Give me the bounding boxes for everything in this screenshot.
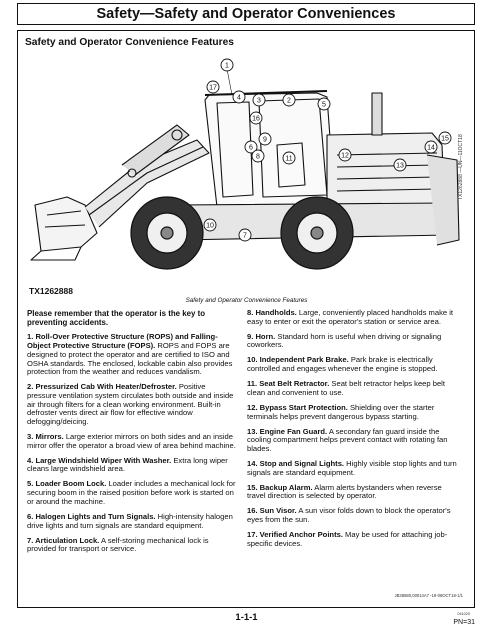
feature-text: Alarm alerts bystanders when reverse travel direction is selected by operator. xyxy=(247,482,442,501)
feature-text: Extra long wiper cleans large windshield area. xyxy=(27,455,228,474)
callout-9: 9 xyxy=(263,136,267,144)
callout-15: 15 xyxy=(441,135,449,143)
callout-11: 11 xyxy=(285,155,293,163)
feature-text: Park brake is electrically controlled and engages whenever the engine is stopped. xyxy=(247,355,438,374)
feature-heading: 17. Verified Anchor Points. xyxy=(247,530,343,540)
feature-item xyxy=(27,537,237,554)
pn-number: PN=31 xyxy=(453,619,475,626)
feature-item xyxy=(247,484,462,501)
feature-heading: 13. Engine Fan Guard. xyxy=(247,426,328,436)
feature-text: ROPS and FOPS are designed to protect the operator and are certified to ISO and OSHA standards. The enclosed, lockable cabin also provides protection from the weather and reduces vandalism. xyxy=(27,341,233,377)
feature-item xyxy=(247,404,462,421)
right-column xyxy=(247,309,462,555)
feature-item xyxy=(27,513,237,530)
callout-7: 7 xyxy=(243,232,247,240)
callout-4: 4 xyxy=(237,94,241,102)
callout-5: 5 xyxy=(322,101,326,109)
feature-heading: 6. Halogen Lights and Turn Signals. xyxy=(27,511,156,521)
page-title-text: Safety—Safety and Operator Conveniences xyxy=(96,6,396,22)
feature-item xyxy=(247,460,462,477)
feature-text: May be used for attaching job-specific devices. xyxy=(247,530,448,548)
feature-text: A secondary fan guard inside the cooling compartment helps prevent contact with rotating fan blades. xyxy=(247,426,448,453)
feature-heading: 11. Seat Belt Retractor. xyxy=(247,379,330,389)
feature-text: A sun visor folds down to block the operator's eyes from the sun. xyxy=(247,506,451,525)
feature-item xyxy=(247,531,462,548)
feature-heading: 12. Bypass Start Protection. xyxy=(247,402,348,412)
feature-text: Positive pressure ventilation system circulates both outside and inside air through filters for a clean working environment. Built-in defroster vents direct air flow for effective window defogging/deicing. xyxy=(27,382,234,427)
feature-text: Loader includes a mechanical lock for securing boom in the raised position before work is started on or around the machine. xyxy=(27,479,236,506)
figure-code: TX1262888 xyxy=(29,286,73,296)
section-title: Safety and Operator Convenience Features xyxy=(25,37,234,48)
feature-item xyxy=(247,356,462,373)
feature-item xyxy=(27,333,237,377)
callout-6: 6 xyxy=(249,144,253,152)
callout-12: 12 xyxy=(341,152,349,160)
feature-heading: 2. Pressurized Cab With Heater/Defroster. xyxy=(27,382,177,392)
figure-caption: Safety and Operator Convenience Features xyxy=(185,297,308,304)
feature-heading: 4. Large Windshield Wiper With Washer. xyxy=(27,455,172,465)
feature-item xyxy=(27,433,237,450)
feature-item xyxy=(27,383,237,427)
left-column xyxy=(27,309,237,560)
feature-text: Highly visible stop lights and turn signals are standard equipment. xyxy=(247,458,457,477)
feature-heading: 10. Independent Park Brake. xyxy=(247,355,349,365)
feature-item xyxy=(27,480,237,506)
feature-heading: 5. Loader Boom Lock. xyxy=(27,479,107,489)
callout-14: 14 xyxy=(427,144,435,152)
footer-divider xyxy=(17,607,475,608)
feature-item xyxy=(247,380,462,397)
feature-heading: 15. Backup Alarm. xyxy=(247,482,313,492)
loader-illustration xyxy=(27,55,467,295)
callout-3: 3 xyxy=(257,97,261,105)
feature-text: Shielding over the starter terminals helps prevent dangerous bypass starting. xyxy=(247,402,435,421)
footer-date: 041020 xyxy=(457,612,470,616)
intro-text: Please remember that the operator is the key to preventing accidents. xyxy=(27,309,206,328)
feature-heading: 1. Roll-Over Protective Structure (ROPS) and Falling-Object Protective Structure (FOPS). xyxy=(27,332,218,351)
feature-text: Seat belt retractor helps keep belt clean and convenient to use. xyxy=(247,379,445,397)
feature-item xyxy=(247,428,462,454)
page-title xyxy=(17,3,475,25)
page-number: 1-1-1 xyxy=(235,612,258,623)
feature-text: Large exterior mirrors on both sides and an inside mirror offer the operator a broad view of area behind machine. xyxy=(27,432,236,450)
feature-heading: 7. Articulation Lock. xyxy=(27,535,100,545)
feature-heading: 8. Handholds. xyxy=(247,308,297,317)
feature-heading: 14. Stop and Signal Lights. xyxy=(247,458,345,468)
document-code: JB38880,00014A7 -19-08OCT18-1/1 xyxy=(394,593,463,598)
feature-heading: 3. Mirrors. xyxy=(27,432,64,442)
figure-side-code: TX1262888 —UN—11OCT18 xyxy=(458,134,464,200)
callout-8: 8 xyxy=(256,153,260,161)
feature-text: Standard horn is useful when driving or signaling coworkers. xyxy=(247,331,442,350)
feature-heading: 9. Horn. xyxy=(247,331,276,341)
feature-text: High-intensity halogen drive lights and turn signals are standard equipment. xyxy=(27,511,233,530)
callout-13: 13 xyxy=(396,162,404,170)
feature-text: Large, conveniently placed handholds make it easy to enter or exit the operator's station or service area. xyxy=(247,308,453,326)
feature-text: A self-storing mechanical lock is provided for transport or service. xyxy=(27,535,209,554)
feature-item xyxy=(27,457,237,474)
callout-16: 16 xyxy=(252,115,260,123)
callout-2: 2 xyxy=(287,97,291,105)
callout-17: 17 xyxy=(209,84,217,92)
callout-1: 1 xyxy=(225,62,229,70)
feature-item xyxy=(247,507,462,524)
callout-10: 10 xyxy=(206,222,214,230)
feature-item xyxy=(247,309,462,326)
feature-heading: 16. Sun Visor. xyxy=(247,506,297,516)
feature-item xyxy=(247,333,462,350)
